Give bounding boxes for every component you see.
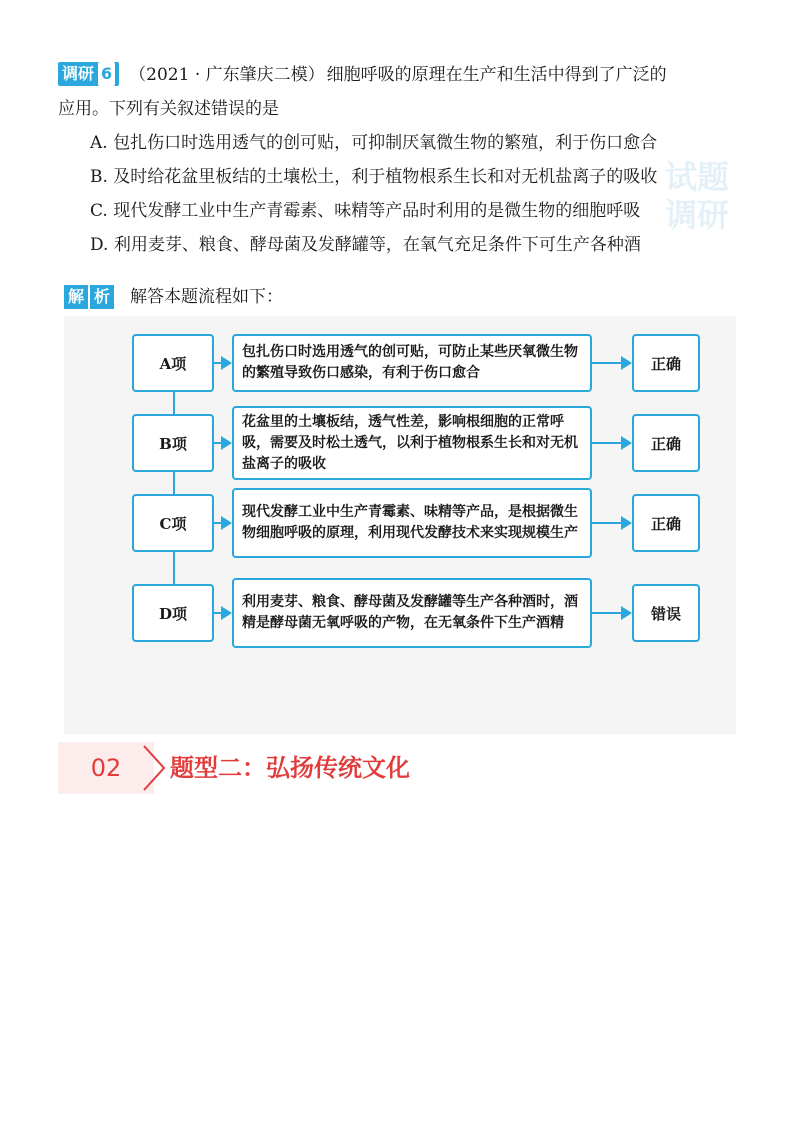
arrow-icon	[592, 442, 630, 444]
flow-item-d: D项	[132, 584, 214, 642]
flow-result-d: 错误	[632, 584, 700, 642]
flow-desc-b: 花盆里的土壤板结，透气性差，影响根细胞的正常呼吸，需要及时松土透气，以利于植物根系生长和对无机盐离子的吸收	[232, 406, 592, 480]
chevron-right-icon	[138, 742, 168, 794]
question-number: 6	[98, 62, 115, 86]
flow-item-b: B项	[132, 414, 214, 472]
option-d: D. 利用麦芽、粮食、酵母菌及发酵罐等，在氧气充足条件下可生产各种酒	[90, 235, 641, 255]
section-number: 02	[58, 742, 154, 794]
question-stem-part2: 应用。下列有关叙述错误的是	[58, 99, 279, 119]
question-tag: 调研 6	[58, 62, 119, 86]
section-title: 题型二：弘扬传统文化	[170, 754, 410, 782]
flow-desc-a: 包扎伤口时选用透气的创可贴，可防止某些厌氧微生物的繁殖导致伤口感染，有利于伤口愈合	[232, 334, 592, 392]
flow-desc-c: 现代发酵工业中生产青霉素、味精等产品，是根据微生物细胞呼吸的原理，利用现代发酵技术来实现规模生产	[232, 488, 592, 558]
arrow-icon	[592, 522, 630, 524]
analysis-header	[64, 284, 283, 310]
analysis-tag: 解 析	[64, 284, 116, 310]
arrow-icon	[214, 362, 230, 364]
arrow-icon	[592, 612, 630, 614]
arrow-icon	[214, 442, 230, 444]
option-a: A. 包扎伤口时选用透气的创可贴，可抑制厌氧微生物的繁殖，利于伤口愈合	[90, 133, 658, 153]
flow-item-a: A项	[132, 334, 214, 392]
option-b: B. 及时给花盆里板结的土壤松土，利于植物根系生长和对无机盐离子的吸收	[90, 167, 658, 187]
flow-desc-d: 利用麦芽、粮食、酵母菌及发酵罐等生产各种酒时，酒精是酵母菌无氧呼吸的产物，在无氧条件下生产酒精	[232, 578, 592, 648]
watermark: 试题调研	[664, 158, 729, 234]
option-c: C. 现代发酵工业中生产青霉素、味精等产品时利用的是微生物的细胞呼吸	[90, 201, 641, 221]
question-stem-part1: 细胞呼吸的原理在生产和生活中得到了广泛的	[326, 65, 667, 85]
analysis-intro: 解答本题流程如下：	[130, 287, 283, 307]
question-stem	[58, 58, 758, 92]
arrow-icon	[592, 362, 630, 364]
arrow-icon	[214, 612, 230, 614]
flow-result-c: 正确	[632, 494, 700, 552]
arrow-icon	[214, 522, 230, 524]
flow-item-c: C项	[132, 494, 214, 552]
section-header	[58, 742, 698, 794]
flow-result-a: 正确	[632, 334, 700, 392]
question-source: （2021 · 广东肇庆二模）	[129, 65, 325, 85]
flow-result-b: 正确	[632, 414, 700, 472]
